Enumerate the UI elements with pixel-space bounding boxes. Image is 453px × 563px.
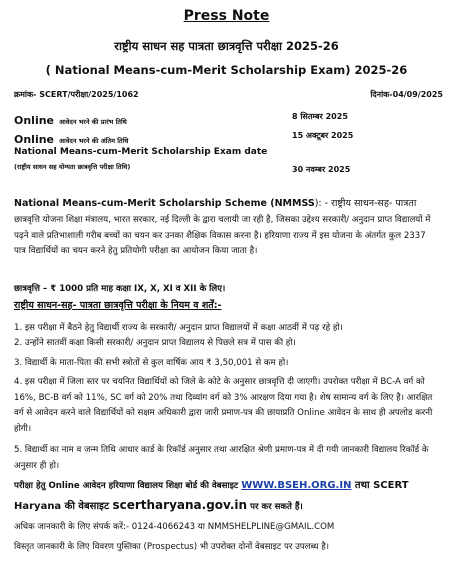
- reference-number: क्रमांक- SCERT/परीक्षा/2025/1062: [14, 90, 139, 99]
- rule-item: 3. विद्यार्थी के माता-पिता की सभी स्त्रोतों से कुल वार्षिक आय ₹ 3,50,001 से कम हो।: [14, 358, 289, 368]
- scheme-heading: National Means-cum-Merit Scholarship Scheme (NMMSS): - राष्ट्रीय साधन-सह- पात्रता: [14, 198, 417, 209]
- apply-line-1: परीक्षा हेतु Online आवेदन हरियाणा विद्यालय शिक्षा बोर्ड की वेबसाइट WWW.BSEH.ORG.IN तथा SCERT: [14, 480, 409, 491]
- scholarship-amount: छात्रवृत्ति – ₹ 1000 प्रति माह कक्षा IX, X, XI व XII के लिए।: [14, 284, 226, 294]
- rule-item: 5. विद्यार्थी का नाम व जन्म तिथि आधार कार्ड के रिकॉर्ड अनुसार तथा आरक्षित श्रेणी प्रमाण-पत्र में दी गयी जानकारी विद्यालय रिकॉर्ड के अनुसार ही हो।: [14, 445, 429, 471]
- exam-date-note: (राष्ट्रीय साधन सह योग्यता छात्रवृत्ति परीक्षा तिथि): [14, 163, 131, 171]
- rule-item: 2. उन्होंने सातवीं कक्षा किसी सरकारी/ अनुदान प्राप्त विद्यालय से पिछले सत्र में पास की हो।: [14, 338, 296, 348]
- hindi-exam-title: राष्ट्रीय साधन सह पात्रता छात्रवृत्ति परीक्षा 2025-26: [114, 39, 339, 53]
- schedule-start-label: Online आवेदन भरने की प्रारंभ तिथि: [14, 114, 127, 127]
- scheme-description: छात्रवृत्ति योजना शिक्षा मंत्रालय, भारत सरकार, नई दिल्ली के द्वारा चलायी जा रही है, जिसका उद्देश्य सरकारी/ अनुदान प्राप्त विद्यालयों में पढ़ने वाले प्रतिभाशाली गरीब बच्चों का चयन कर उनका शैक्षिक विकास करना है। हरियाणा राज्य में इस योजना के अंतर्गत कुल 2337 पात्र विद्यार्थियों का चयन करने हेतु प्रतियोगी परीक्षा का आयोजन किया जाता है।: [14, 215, 431, 256]
- page-title: Press Note: [183, 8, 270, 24]
- scert-website-link[interactable]: scertharyana.gov.in: [112, 498, 248, 512]
- reference-date: दिनांक-04/09/2025: [370, 90, 443, 99]
- exam-date-value: 30 नवम्बर 2025: [292, 165, 351, 174]
- rule-item: 4. इस परीक्षा में जिला स्तर पर चयनित विद्यार्थियों को जिले के कोटे के अनुसार छात्रवृत्ति दी जाएगी। उपरोक्त परीक्षा में BC-A वर्ग को 16%, BC-B वर्ग को 11%, SC वर्ग को 20% तथा दिव्यांग वर्ग को 3% आरक्षण दिया गया है। शेष सामान्य वर्ग के लिए है। आरक्षित वर्ग से आवेदन करने वाले विद्यार्थियों को सक्षम अधिकारी द्वारा जारी प्रमाण-पत्र की छायाप्रति Online आवेदन के साथ ही अपलोड करनी होगी।: [14, 377, 433, 434]
- english-exam-title: ( National Means-cum-Merit Scholarship Exam) 2025-26: [45, 63, 408, 77]
- prospectus-info: विस्तृत जानकारी के लिए विवरण पुस्तिका (Prospectus) भी उपरोक्त दोनों वेबसाइट पर उपलब्ध है।: [14, 542, 330, 552]
- exam-date-label: National Means-cum-Merit Scholarship Exam date: [14, 147, 268, 157]
- schedule-end-label: Online आवेदन भरने की अंतिम तिथि: [14, 133, 129, 146]
- rule-item: 1. इस परीक्षा में बैठने हेतु विद्यार्थी राज्य के सरकारी/ अनुदान प्राप्त विद्यालयों में कक्षा आठवीं में पढ़ रहे हो।: [14, 323, 343, 333]
- rules-heading: राष्ट्रीय साधन-सह- पात्रता छात्रवृत्ति परीक्षा के नियम व शर्तें:-: [14, 300, 222, 311]
- schedule-start-date: 8 सितम्बर 2025: [292, 112, 348, 121]
- schedule-end-date: 15 अक्टूबर 2025: [292, 131, 354, 140]
- apply-line-2: Haryana की वेबसाइट scertharyana.gov.in पर कर सकते हैं।: [14, 498, 303, 512]
- bseh-website-link[interactable]: WWW.BSEH.ORG.IN: [241, 480, 352, 491]
- contact-info: अधिक जानकारी के लिए संपर्क करें:- 0124-4066243 या NMMSHELPLINE@GMAIL.COM: [14, 522, 335, 532]
